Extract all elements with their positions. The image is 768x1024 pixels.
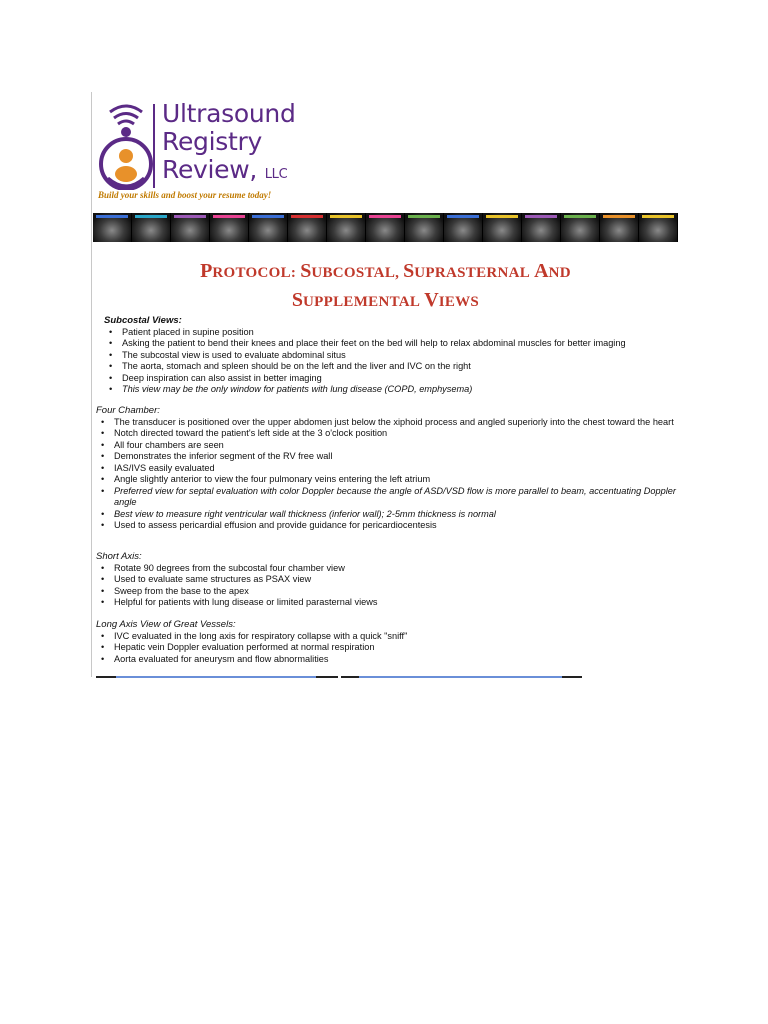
ultrasound-thumbnail: [93, 213, 132, 242]
section-heading: Short Axis:: [96, 551, 142, 562]
list-item: • All four chambers are seen: [114, 440, 686, 452]
section-heading: Subcostal Views:: [104, 315, 182, 326]
left-margin-rule: [91, 92, 92, 677]
list-item: • Sweep from the base to the apex: [114, 586, 686, 598]
ultrasound-image-strip: [93, 213, 678, 242]
list-item: • Best view to measure right ventricular wall thickness (inferior wall); 2-5mm thickness is normal: [114, 509, 686, 521]
brand-line-2: Registry: [162, 127, 262, 156]
footer-rule: [316, 676, 338, 678]
footer-rule: [341, 676, 359, 678]
list-item: • Demonstrates the inferior segment of the RV free wall: [114, 451, 686, 463]
bullet-list: [96, 563, 686, 609]
list-item: • Asking the patient to bend their knees and place their feet on the bed will help to relax abdominal muscles for better imaging: [122, 338, 674, 350]
list-item: • Used to evaluate same structures as PSAX view: [114, 574, 686, 586]
thumbnail-caption-bar: [447, 215, 479, 218]
ultrasound-thumbnail: [132, 213, 171, 242]
thumbnail-caption-bar: [252, 215, 284, 218]
list-item: • Used to assess pericardial effusion and provide guidance for pericardiocentesis: [114, 520, 686, 532]
thumbnail-caption-bar: [408, 215, 440, 218]
brand-suffix: LLC: [264, 167, 288, 182]
title-line-2: SUPPLEMENTAL VIEWS: [291, 289, 480, 311]
footer-rule: [562, 676, 582, 678]
list-item: • Deep inspiration can also assist in better imaging: [122, 373, 674, 385]
brand-line-1: Ultrasound: [162, 99, 296, 128]
brand-line-3: Review,: [162, 155, 258, 184]
thumbnail-caption-bar: [525, 215, 557, 218]
brand-tagline: Build your skills and boost your resume today!: [98, 190, 272, 200]
bullet-list: [96, 417, 686, 532]
ultrasound-thumbnail: [600, 213, 639, 242]
ultrasound-thumbnail: [444, 213, 483, 242]
brand-divider: [153, 104, 155, 188]
list-item: • Helpful for patients with lung disease or limited parasternal views: [114, 597, 686, 609]
thumbnail-caption-bar: [369, 215, 401, 218]
ultrasound-thumbnail: [483, 213, 522, 242]
list-item: • Aorta evaluated for aneurysm and flow abnormalities: [114, 654, 686, 666]
footer-rule: [96, 676, 116, 678]
thumbnail-caption-bar: [96, 215, 128, 218]
ultrasound-thumbnail: [522, 213, 561, 242]
section-short-axis: [96, 551, 686, 609]
page-title: [93, 258, 678, 316]
thumbnail-caption-bar: [135, 215, 167, 218]
section-heading: Long Axis View of Great Vessels:: [96, 619, 236, 630]
list-item: • Patient placed in supine position: [122, 327, 674, 339]
section-heading: Four Chamber:: [96, 405, 160, 416]
thumbnail-caption-bar: [564, 215, 596, 218]
list-item: • The aorta, stomach and spleen should be on the left and the liver and IVC on the right: [122, 361, 674, 373]
section-subcostal-views: [104, 315, 674, 396]
thumbnail-caption-bar: [213, 215, 245, 218]
list-item: • Notch directed toward the patient's left side at the 3 o'clock position: [114, 428, 686, 440]
thumbnail-caption-bar: [486, 215, 518, 218]
thumbnail-caption-bar: [174, 215, 206, 218]
bullet-list: [104, 327, 674, 396]
ultrasound-thumbnail: [366, 213, 405, 242]
list-item: • Angle slightly anterior to view the four pulmonary veins entering the left atrium: [114, 474, 686, 486]
title-line-1: PROTOCOL: SUBCOSTAL, SUPRASTERNAL AND: [200, 260, 571, 282]
footer-rule: [116, 676, 316, 678]
thumbnail-caption-bar: [330, 215, 362, 218]
section-four-chamber: [96, 405, 686, 532]
list-item: • Rotate 90 degrees from the subcostal four chamber view: [114, 563, 686, 575]
footer-rule: [359, 676, 562, 678]
brand-name: [162, 100, 296, 189]
ultrasound-thumbnail: [288, 213, 327, 242]
ultrasound-thumbnail: [249, 213, 288, 242]
list-item: • The subcostal view is used to evaluate abdominal situs: [122, 350, 674, 362]
ultrasound-thumbnail: [405, 213, 444, 242]
thumbnail-caption-bar: [642, 215, 674, 218]
thumbnail-caption-bar: [291, 215, 323, 218]
ultrasound-thumbnail: [639, 213, 678, 242]
bullet-list: [96, 631, 686, 666]
ultrasound-person-icon: [96, 98, 156, 190]
list-item: • Hepatic vein Doppler evaluation performed at normal respiration: [114, 642, 686, 654]
list-item: • IAS/IVS easily evaluated: [114, 463, 686, 475]
brand-logo: [96, 98, 336, 198]
thumbnail-caption-bar: [603, 215, 635, 218]
list-item: • The transducer is positioned over the upper abdomen just below the xiphoid process and angled superiorly into the chest toward the heart: [114, 417, 686, 429]
section-long-axis-great-vessels: [96, 619, 686, 665]
ultrasound-thumbnail: [561, 213, 600, 242]
list-item: • This view may be the only window for patients with lung disease (COPD, emphysema): [122, 384, 674, 396]
ultrasound-thumbnail: [171, 213, 210, 242]
list-item: • IVC evaluated in the long axis for respiratory collapse with a quick "sniff": [114, 631, 686, 643]
ultrasound-thumbnail: [327, 213, 366, 242]
ultrasound-thumbnail: [210, 213, 249, 242]
list-item: • Preferred view for septal evaluation with color Doppler because the angle of ASD/VSD flow is more parallel to beam, accentuating Doppler angle: [114, 486, 686, 509]
